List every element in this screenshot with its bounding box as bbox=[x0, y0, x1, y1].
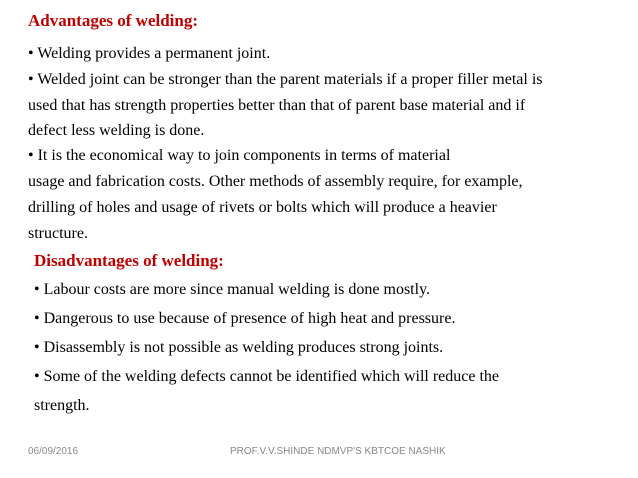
disadvantages-heading: Disadvantages of welding: bbox=[34, 251, 224, 270]
footer-author: PROF.V.V.SHINDE NDMVP'S KBTCOE NASHIK bbox=[230, 446, 446, 457]
disadvantages-line: strength. bbox=[34, 397, 90, 414]
advantages-line: • Welded joint can be stronger than the parent materials if a proper filler metal is bbox=[28, 71, 543, 88]
advantages-line: used that has strength properties better than that of parent base material and if bbox=[28, 97, 526, 114]
advantages-line: structure. bbox=[28, 225, 88, 242]
advantages-line: drilling of holes and usage of rivets or bolts which will produce a heavier bbox=[28, 199, 497, 216]
disadvantages-line: • Labour costs are more since manual welding is done mostly. bbox=[34, 281, 431, 298]
disadvantages-line: • Dangerous to use because of presence of high heat and pressure. bbox=[34, 310, 456, 327]
disadvantages-line: • Some of the welding defects cannot be identified which will reduce the bbox=[34, 368, 500, 385]
footer-date: 06/09/2016 bbox=[28, 446, 79, 457]
advantages-line: usage and fabrication costs. Other methods of assembly require, for example, bbox=[28, 173, 523, 190]
advantages-line: • It is the economical way to join components in terms of material bbox=[28, 147, 451, 164]
advantages-line: defect less welding is done. bbox=[28, 122, 205, 139]
advantages-line: • Welding provides a permanent joint. bbox=[28, 45, 271, 62]
advantages-heading: Advantages of welding: bbox=[28, 11, 199, 30]
disadvantages-line: • Disassembly is not possible as welding produces strong joints. bbox=[34, 339, 444, 356]
